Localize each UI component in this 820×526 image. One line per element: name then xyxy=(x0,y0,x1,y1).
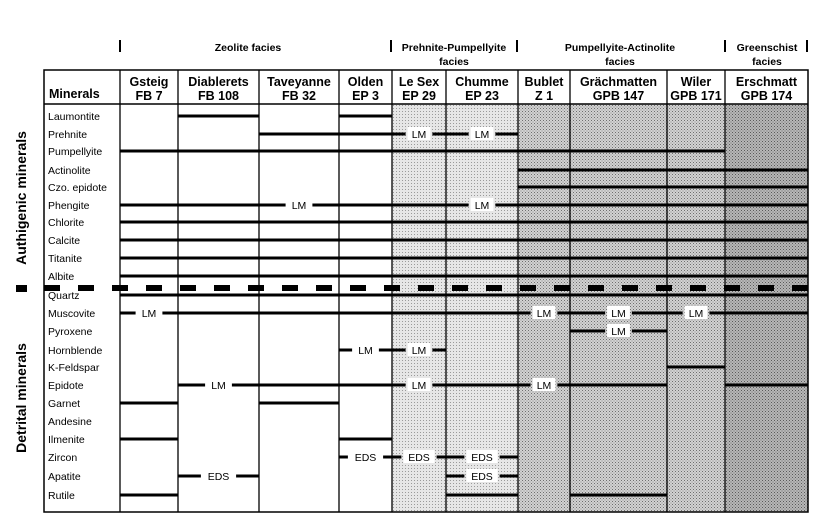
mineral-name: Apatite xyxy=(48,471,81,483)
mineral-name: Titanite xyxy=(48,253,83,265)
method-label: LM xyxy=(474,200,490,212)
mineral-name: Actinolite xyxy=(48,165,91,177)
column-name-6: Bublet xyxy=(524,75,564,89)
method-label: LM xyxy=(411,380,427,392)
mineral-name: Czo. epidote xyxy=(48,182,107,194)
facies-pumpellyite-actinolite-1: Pumpellyite-Actinolite xyxy=(564,42,676,54)
mineral-name: Hornblende xyxy=(48,345,103,357)
method-label: LM xyxy=(211,380,226,392)
method-label: EDS xyxy=(207,471,230,483)
column-code-0: FB 7 xyxy=(135,89,163,103)
mineral-name: Zircon xyxy=(48,452,78,464)
method-label: LM xyxy=(688,308,704,320)
column-code-8: GPB 171 xyxy=(670,89,722,103)
mineral-name: Epidote xyxy=(48,380,84,392)
method-label: EDS xyxy=(354,452,377,464)
method-label: LM xyxy=(611,326,626,338)
mineral-name: Phengite xyxy=(48,200,90,212)
mineral-name: Rutile xyxy=(48,490,75,502)
mineral-names xyxy=(48,111,107,502)
column-code-9: GPB 174 xyxy=(740,89,793,103)
method-label: LM xyxy=(411,129,427,141)
method-label: EDS xyxy=(471,471,493,483)
method-label: EDS xyxy=(408,452,430,464)
column-name-8: Wiler xyxy=(680,75,712,89)
column-name-5: Chumme xyxy=(455,75,509,89)
group-authigenic: Authigenic minerals xyxy=(13,131,29,265)
mineral-name: Andesine xyxy=(48,416,92,428)
method-label: LM xyxy=(141,308,157,320)
column-name-9: Erschmatt xyxy=(735,75,798,89)
method-label: LM xyxy=(611,308,626,320)
column-code-4: EP 29 xyxy=(402,89,436,103)
mineral-name: Prehnite xyxy=(48,129,88,141)
column-code-7: GPB 147 xyxy=(592,89,645,103)
column-name-1: Diablerets xyxy=(188,75,249,89)
column-code-6: Z 1 xyxy=(534,89,554,103)
shade-col-9 xyxy=(725,104,808,512)
group-divider-marker xyxy=(16,285,27,292)
mineral-name: K-Feldspar xyxy=(48,362,100,374)
method-label: LM xyxy=(474,129,490,141)
mineral-name: Calcite xyxy=(48,235,81,247)
facies-zeolite: Zeolite facies xyxy=(214,42,282,54)
column-headers xyxy=(130,75,798,103)
method-label: LM xyxy=(536,308,552,320)
mineral-name: Ilmenite xyxy=(48,434,85,446)
column-name-0: Gsteig xyxy=(129,75,169,89)
method-label: LM xyxy=(358,345,373,357)
facies-greenschist-2: facies xyxy=(752,56,782,68)
facies-pumpellyite-actinolite-2: facies xyxy=(605,56,635,68)
mineral-name: Pyroxene xyxy=(48,326,93,338)
facies-prehnite-pumpellyite-1: Prehnite-Pumpellyite xyxy=(401,42,507,54)
mineral-name: Laumontite xyxy=(48,111,100,123)
mineral-name: Quartz xyxy=(48,290,80,302)
column-code-5: EP 23 xyxy=(465,89,499,103)
facies-shading xyxy=(392,104,808,512)
column-name-7: Grächmatten xyxy=(579,75,658,89)
method-label: LM xyxy=(536,380,552,392)
group-detrital: Detrital minerals xyxy=(13,343,29,453)
column-code-1: FB 108 xyxy=(198,89,239,103)
column-code-3: EP 3 xyxy=(352,89,379,103)
mineral-name: Chlorite xyxy=(48,217,85,229)
column-name-2: Taveyanne xyxy=(267,75,331,89)
method-label: LM xyxy=(411,345,427,357)
mineral-name: Albite xyxy=(48,271,75,283)
facies-header xyxy=(120,40,807,68)
mineral-name: Pumpellyite xyxy=(48,146,103,158)
column-name-3: Olden xyxy=(347,75,384,89)
method-label: LM xyxy=(291,200,307,212)
mineral-name: Muscovite xyxy=(48,308,96,320)
method-label: EDS xyxy=(471,452,493,464)
minerals-header: Minerals xyxy=(49,87,100,101)
column-code-2: FB 32 xyxy=(281,89,317,103)
facies-greenschist-1: Greenschist xyxy=(736,42,798,54)
facies-prehnite-pumpellyite-2: facies xyxy=(439,56,469,68)
mineral-name: Garnet xyxy=(48,398,81,410)
column-name-4: Le Sex xyxy=(398,75,440,89)
